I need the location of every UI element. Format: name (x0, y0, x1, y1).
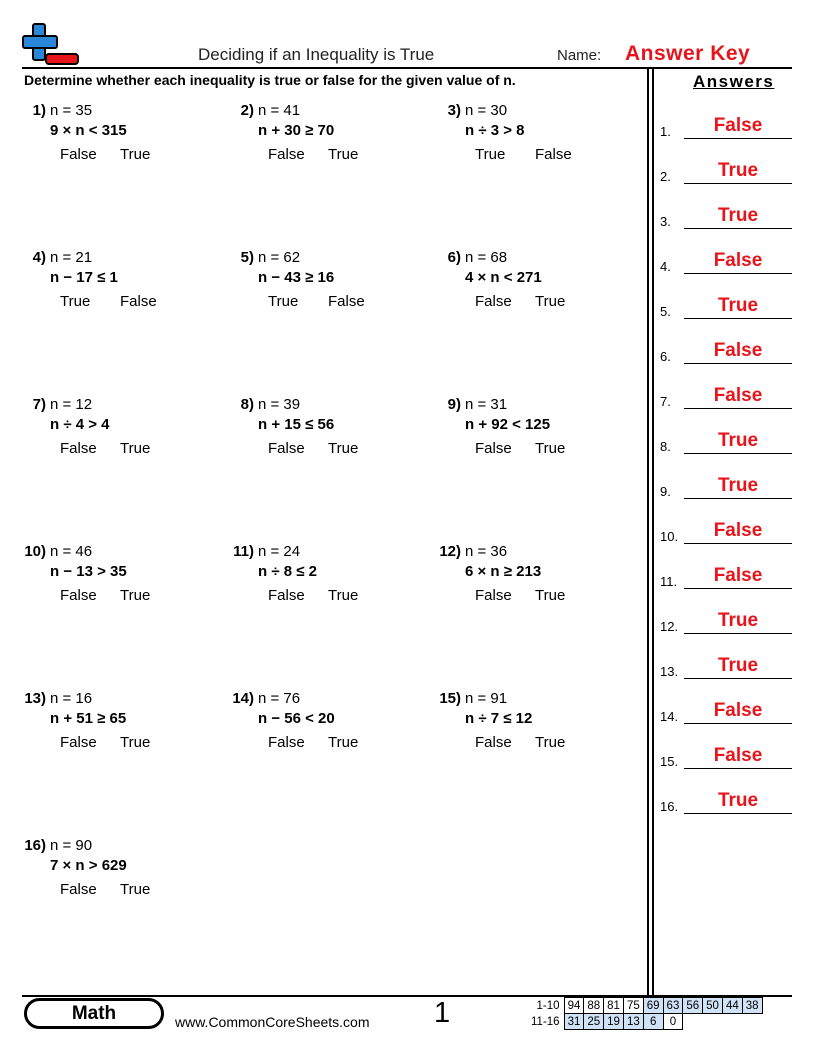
inequality: n − 43 ≥ 16 (258, 269, 335, 286)
problem-item (14, 690, 214, 770)
inequality: n − 13 > 35 (50, 563, 127, 580)
choice-option: True (535, 440, 566, 457)
choice-option: True (535, 734, 566, 751)
score-row (528, 998, 762, 1014)
answer-value: False (713, 340, 763, 361)
answer-value: True (717, 160, 759, 181)
answer-value: False (713, 520, 763, 541)
answer-row (660, 379, 792, 409)
choice-option: False (268, 146, 305, 163)
answer-number: 5. (660, 304, 671, 319)
answer-value: False (713, 565, 763, 586)
choice-option: False (475, 587, 512, 604)
choice-option: True (475, 146, 506, 163)
score-cell: 88 (584, 998, 604, 1014)
given-value: n = 30 (465, 102, 508, 119)
problem-item (429, 249, 629, 329)
choice-option: True (120, 881, 151, 898)
problem-number: 6) (447, 249, 461, 266)
problem-item (14, 396, 214, 476)
problem-item (429, 102, 629, 182)
answer-line (684, 588, 792, 589)
score-cell: 38 (742, 998, 762, 1014)
problem-number: 15) (439, 690, 461, 707)
score-cell: 25 (584, 1014, 604, 1030)
answer-value: False (713, 115, 763, 136)
answer-row (660, 154, 792, 184)
name-label: Name: (557, 47, 602, 64)
answer-number: 9. (660, 484, 671, 499)
answer-number: 11. (660, 574, 678, 589)
answer-value: True (717, 475, 759, 496)
answer-line (684, 363, 792, 364)
score-row-label: 11-16 (531, 1015, 560, 1028)
problem-item (222, 396, 422, 476)
answer-row (660, 739, 792, 769)
score-cell: 69 (643, 998, 663, 1014)
choice-option: False (60, 146, 97, 163)
choice-option: True (120, 440, 151, 457)
choice-option: True (328, 440, 359, 457)
inequality: n ÷ 3 > 8 (465, 122, 525, 139)
problem-item (222, 102, 422, 182)
choice-option: True (535, 587, 566, 604)
answer-value: True (717, 790, 759, 811)
answers-heading: Answers (693, 72, 775, 91)
score-row-label: 1-10 (536, 999, 560, 1012)
answer-number: 15. (660, 754, 679, 769)
answer-line (684, 318, 792, 319)
column-divider (647, 68, 649, 996)
problem-item (429, 543, 629, 623)
instructions: Determine whether each inequality is true or false for the given value of n. (24, 72, 516, 88)
answer-line (684, 633, 792, 634)
choice-option: True (120, 734, 151, 751)
choice-option: False (60, 587, 97, 604)
answer-value: False (713, 700, 763, 721)
answer-line (684, 138, 792, 139)
score-cell: 63 (663, 998, 683, 1014)
given-value: n = 68 (465, 249, 508, 266)
choice-option: False (60, 440, 97, 457)
answer-row (660, 424, 792, 454)
answer-key-label: Answer Key (625, 42, 751, 65)
answer-value: True (717, 205, 759, 226)
score-cell: 19 (604, 1014, 624, 1030)
choice-option: False (268, 587, 305, 604)
answer-number: 14. (660, 709, 679, 724)
answer-line (684, 273, 792, 274)
problem-number: 11) (233, 543, 254, 560)
problem-number: 10) (24, 543, 46, 560)
inequality: n ÷ 8 ≤ 2 (258, 563, 317, 580)
answer-number: 2. (660, 169, 671, 184)
problem-item (14, 543, 214, 623)
choice-option: False (120, 293, 157, 310)
score-cell: 44 (722, 998, 742, 1014)
problem-number: 7) (32, 396, 46, 413)
given-value: n = 90 (50, 837, 93, 854)
problem-number: 9) (447, 396, 461, 413)
problem-number: 4) (32, 249, 46, 266)
choice-option: False (328, 293, 365, 310)
inequality: n − 17 ≤ 1 (50, 269, 118, 286)
site-url: www.CommonCoreSheets.com (175, 1014, 370, 1030)
given-value: n = 16 (50, 690, 93, 707)
answer-line (684, 408, 792, 409)
inequality: 7 × n > 629 (50, 857, 127, 874)
score-cell: 0 (663, 1014, 683, 1030)
choice-option: True (328, 146, 359, 163)
choice-option: False (268, 734, 305, 751)
choice-option: False (475, 440, 512, 457)
problem-item (14, 837, 214, 917)
score-cell: 31 (564, 1014, 584, 1030)
answer-number: 3. (660, 214, 671, 229)
answer-value: False (713, 385, 763, 406)
choice-option: True (268, 293, 299, 310)
answer-value: True (717, 430, 759, 451)
choice-option: False (60, 734, 97, 751)
inequality: n + 51 ≥ 65 (50, 710, 127, 727)
answer-row (660, 199, 792, 229)
problem-item (14, 102, 214, 182)
choice-option: True (328, 587, 359, 604)
problem-number: 16) (24, 837, 46, 854)
inequality: n + 30 ≥ 70 (258, 122, 335, 139)
problem-item (222, 543, 422, 623)
answer-row (660, 334, 792, 364)
choice-option: True (328, 734, 359, 751)
answer-number: 8. (660, 439, 671, 454)
answer-line (684, 543, 792, 544)
choice-option: False (535, 146, 572, 163)
answer-value: False (713, 250, 763, 271)
given-value: n = 62 (258, 249, 301, 266)
answer-line (684, 723, 792, 724)
given-value: n = 36 (465, 543, 508, 560)
worksheet-title: Deciding if an Inequality is True (198, 45, 435, 64)
answer-row (660, 559, 792, 589)
answer-row (660, 109, 792, 139)
given-value: n = 24 (258, 543, 301, 560)
answer-number: 4. (660, 259, 671, 274)
inequality: n ÷ 4 > 4 (50, 416, 110, 433)
score-cell: 75 (623, 998, 643, 1014)
answer-value: False (713, 745, 763, 766)
problem-number: 14) (232, 690, 254, 707)
given-value: n = 12 (50, 396, 93, 413)
answer-row (660, 244, 792, 274)
inequality: n − 56 < 20 (258, 710, 335, 727)
answer-line (684, 768, 792, 769)
problem-number: 8) (240, 396, 254, 413)
answer-number: 12. (660, 619, 679, 634)
score-cell: 56 (683, 998, 703, 1014)
problem-item (14, 249, 214, 329)
answer-number: 1. (660, 124, 671, 139)
choice-option: False (60, 881, 97, 898)
answer-row (660, 514, 792, 544)
inequality: 6 × n ≥ 213 (465, 563, 542, 580)
inequality: n + 92 < 125 (465, 416, 551, 433)
choice-option: True (535, 293, 566, 310)
answer-row (660, 289, 792, 319)
given-value: n = 91 (465, 690, 508, 707)
answer-line (684, 228, 792, 229)
score-cell: 81 (604, 998, 624, 1014)
problem-number: 13) (24, 690, 46, 707)
answer-line (684, 678, 792, 679)
given-value: n = 76 (258, 690, 301, 707)
answer-row (660, 694, 792, 724)
answer-line (684, 813, 792, 814)
header-rule (22, 67, 792, 69)
answer-value: True (717, 610, 759, 631)
problem-item (429, 690, 629, 770)
choice-option: False (268, 440, 305, 457)
score-cell: 94 (564, 998, 584, 1014)
problem-item (429, 396, 629, 476)
answer-number: 7. (660, 394, 671, 409)
problem-number: 2) (240, 102, 254, 119)
given-value: n = 21 (50, 249, 93, 266)
given-value: n = 46 (50, 543, 93, 560)
choice-option: False (475, 293, 512, 310)
given-value: n = 41 (258, 102, 301, 119)
problem-number: 12) (439, 543, 461, 560)
problem-item (222, 690, 422, 770)
inequality: 9 × n < 315 (50, 122, 127, 139)
choice-option: False (475, 734, 512, 751)
answer-line (684, 453, 792, 454)
subject-badge: Math (24, 998, 164, 1029)
choice-option: True (60, 293, 91, 310)
answer-row (660, 469, 792, 499)
answer-number: 13. (660, 664, 679, 679)
plus-minus-icon (22, 22, 80, 68)
given-value: n = 31 (465, 396, 508, 413)
answer-row (660, 784, 792, 814)
problem-item (222, 249, 422, 329)
score-cell: 6 (643, 1014, 663, 1030)
answer-number: 16. (660, 799, 679, 814)
problem-number: 5) (240, 249, 254, 266)
given-value: n = 39 (258, 396, 301, 413)
score-cell: 50 (703, 998, 723, 1014)
score-table (528, 997, 763, 1030)
answer-value: True (717, 295, 759, 316)
answer-line (684, 183, 792, 184)
answer-row (660, 604, 792, 634)
inequality: n + 15 ≤ 56 (258, 416, 335, 433)
answer-row (660, 649, 792, 679)
answer-value: True (717, 655, 759, 676)
score-cell: 13 (623, 1014, 643, 1030)
page-number: 1 (434, 997, 451, 1029)
inequality: n ÷ 7 ≤ 12 (465, 710, 533, 727)
score-row (528, 1014, 762, 1030)
inequality: 4 × n < 271 (465, 269, 542, 286)
column-divider (652, 68, 654, 996)
choice-option: True (120, 587, 151, 604)
answer-number: 6. (660, 349, 671, 364)
given-value: n = 35 (50, 102, 93, 119)
problem-number: 1) (32, 102, 46, 119)
answer-number: 10. (660, 529, 679, 544)
answer-line (684, 498, 792, 499)
problem-number: 3) (447, 102, 461, 119)
choice-option: True (120, 146, 151, 163)
